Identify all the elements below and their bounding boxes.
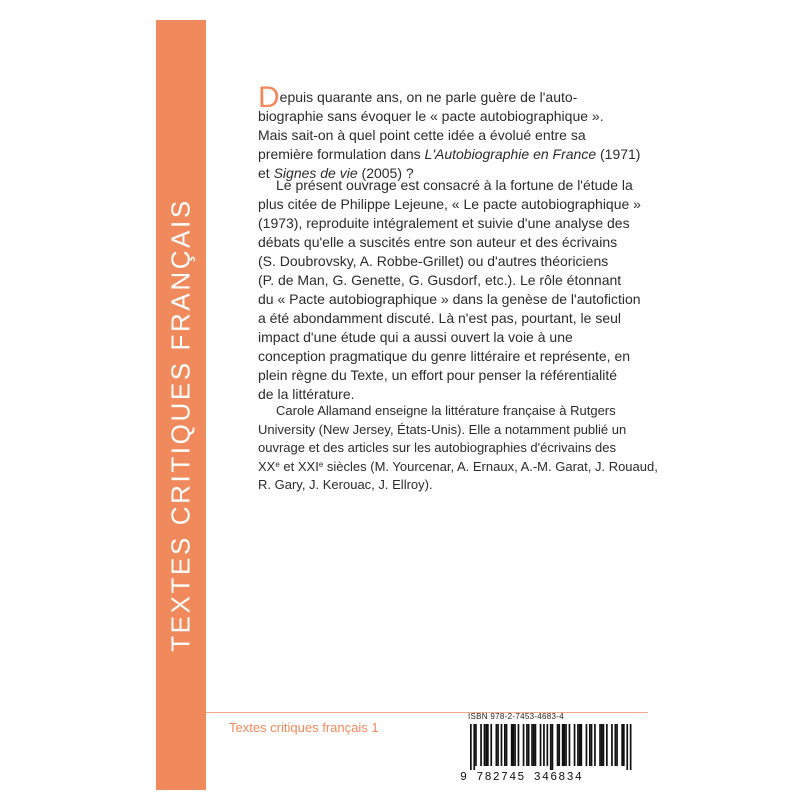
bio-line-5: R. Gary, J. Kerouac, J. Ellroy). xyxy=(258,477,433,492)
barcode-bar xyxy=(591,724,593,766)
barcode-bar xyxy=(623,724,625,766)
barcode-bar xyxy=(523,724,525,766)
barcode-bar xyxy=(511,724,513,766)
century-xxi: XXI xyxy=(297,458,319,474)
barcode-bar xyxy=(543,724,545,766)
drop-cap: D xyxy=(258,81,280,114)
barcode-bar xyxy=(599,724,601,766)
barcode-bar xyxy=(518,724,520,766)
barcode-bar xyxy=(577,724,579,766)
barcode-bar xyxy=(547,724,549,766)
barcode-bar xyxy=(569,724,571,766)
footer-rule xyxy=(206,712,648,713)
body-line: Le présent ouvrage est consacré à la fortune de l'étude la xyxy=(276,177,633,193)
series-name: Textes critiques français 1 xyxy=(229,720,379,735)
barcode-bar xyxy=(504,724,506,766)
barcode-bar xyxy=(513,724,515,766)
barcode-bar xyxy=(586,724,588,766)
superscript-e-2: e xyxy=(318,459,324,469)
barcode-bar xyxy=(558,724,560,766)
intro-line-1 xyxy=(258,81,618,114)
body-line: plein règne du Texte, un effort pour penser la référentialité xyxy=(258,367,618,383)
barcode-bar xyxy=(485,724,487,766)
barcode-bar xyxy=(531,724,533,766)
barcode-bar xyxy=(487,724,489,766)
conjunction-et: et xyxy=(279,458,298,474)
barcode-bar xyxy=(496,724,498,766)
barcode-bar xyxy=(562,724,564,766)
series-vertical-title: TEXTES CRITIQUES FRANÇAIS xyxy=(165,198,196,652)
barcode-bar xyxy=(616,724,618,766)
bio-line-2: University (New Jersey, États-Unis). Elle a notamment publié un xyxy=(258,421,627,437)
barcode-bar xyxy=(574,724,576,766)
barcode-bar xyxy=(528,724,530,766)
barcode-bar xyxy=(579,724,581,766)
intro-paragraph xyxy=(258,81,641,183)
barcode-bar xyxy=(552,724,554,770)
intro-line-3: Mais sait-on à quel point cette idée a évolué entre sa xyxy=(258,127,586,143)
barcode-bar xyxy=(526,724,528,766)
barcode-bar xyxy=(603,724,605,766)
barcode-bar xyxy=(557,724,559,766)
barcode-bar xyxy=(565,724,567,766)
barcode-bar xyxy=(475,724,477,766)
barcode-bar xyxy=(473,724,475,770)
body-paragraph xyxy=(258,176,641,404)
barcode-bar xyxy=(589,724,591,766)
book-title-2: Signes de vie xyxy=(273,165,358,181)
body-line: impact d'une étude qui a aussi ouvert la voie à une xyxy=(258,329,573,345)
body-line: plus citée de Philippe Lejeune, « Le pacte autobiographique » xyxy=(258,196,641,212)
bio-line-4 xyxy=(258,458,658,477)
barcode-bar xyxy=(540,724,542,766)
body-line: conception pragmatique du genre littéraire et représente, en xyxy=(258,348,631,364)
body-line: a été abondamment discuté. Là n'est pas, pourtant, le seul xyxy=(258,310,622,326)
body-line: de la littérature. xyxy=(258,386,355,402)
century-xx: XX xyxy=(258,458,276,474)
intro-line-4 xyxy=(258,145,641,164)
barcode-bar xyxy=(470,724,472,770)
intro-line-5-b: (2005) ? xyxy=(357,165,414,181)
intro-line-1-text: epuis quarante ans, on ne parle guère de l'auto- xyxy=(279,89,578,105)
book-title-1: L'Autobiographie en France xyxy=(424,146,597,162)
intro-line-5-a: et xyxy=(258,165,274,181)
body-line: (P. de Man, G. Genette, G. Gusdorf, etc.). Le rôle étonnant xyxy=(258,272,622,288)
barcode-digits: 9 782745 346834 xyxy=(460,771,584,784)
barcode-bar xyxy=(564,724,566,766)
barcode-bar xyxy=(615,724,617,766)
barcode-bar xyxy=(533,724,535,766)
body-line: (1973), reproduite intégralement et suivie d'une analyse des xyxy=(258,215,630,231)
barcode-bar xyxy=(626,724,628,770)
barcode-bar xyxy=(480,724,482,766)
barcode-bar xyxy=(501,724,503,766)
barcode-bar xyxy=(581,724,583,766)
barcode-bar xyxy=(497,724,499,766)
bio-line-4-rest: siècles (M. Yourcenar, A. Ernaux, A.-M. Garat, J. Rouaud, xyxy=(323,458,658,474)
intro-line-2: biographie sans évoquer le « pacte autobiographique ». xyxy=(258,108,604,124)
author-bio xyxy=(258,402,658,495)
barcode-bar xyxy=(606,724,608,766)
superscript-e-1: e xyxy=(275,459,280,469)
intro-line-4-a: première formulation dans xyxy=(258,146,425,162)
barcode-bar xyxy=(550,724,552,770)
barcode-bar xyxy=(506,724,508,766)
barcode-bar xyxy=(611,724,613,766)
barcode-bar xyxy=(514,724,516,766)
bio-line-3: ouvrage et des articles sur les autobiographies d'écrivains des xyxy=(258,440,617,455)
intro-line-4-b: (1971) xyxy=(596,146,641,162)
barcode-graphic xyxy=(468,724,634,770)
isbn-label: ISBN 978-2-7453-4683-4 xyxy=(468,712,564,721)
body-line: débats qu'elle a suscités entre son auteur et des écrivains xyxy=(258,234,618,250)
body-line: (S. Doubrovsky, A. Robbe-Grillet) ou d'autres théoriciens xyxy=(258,253,609,269)
body-line: du « Pacte autobiographique » dans la genèse de l'autofiction xyxy=(258,291,641,307)
barcode-bar xyxy=(535,724,537,766)
barcode-bar xyxy=(490,724,492,766)
barcode-bar xyxy=(630,724,632,770)
barcode-bar xyxy=(484,724,486,766)
barcode-bar xyxy=(621,724,623,766)
barcode-bar xyxy=(601,724,603,766)
barcode-bar xyxy=(594,724,596,766)
bio-line-1: Carole Allamand enseigne la littérature française à Rutgers xyxy=(276,403,616,418)
